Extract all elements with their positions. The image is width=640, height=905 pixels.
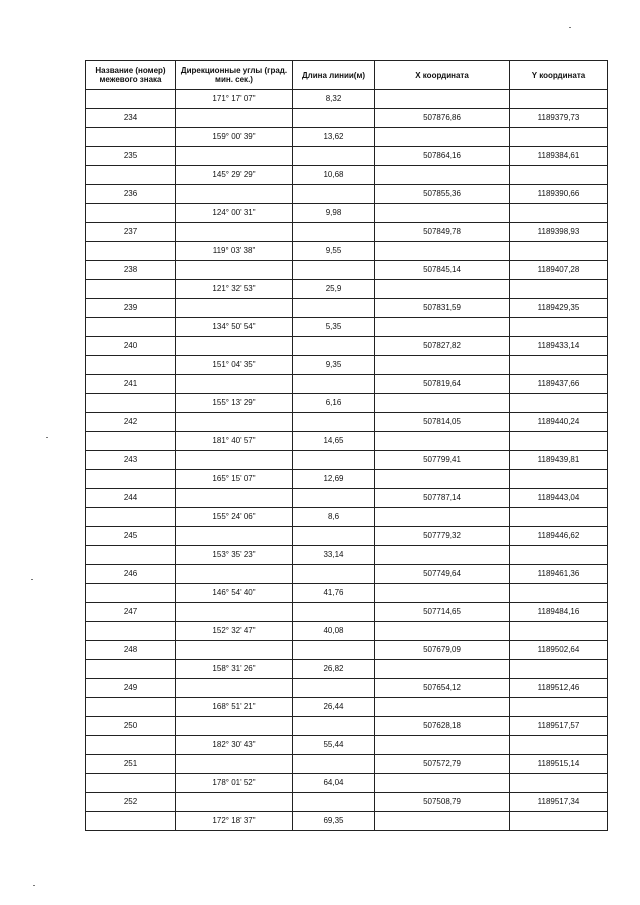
cell-name: 244: [86, 489, 176, 508]
cell-x: 507849,78: [375, 223, 510, 242]
cell-x: [375, 774, 510, 793]
cell-y: [510, 508, 608, 527]
cell-y: 1189446,62: [510, 527, 608, 546]
cell-length: [293, 451, 375, 470]
cell-y: [510, 166, 608, 185]
cell-length: 14,65: [293, 432, 375, 451]
cell-name: 236: [86, 185, 176, 204]
cell-length: [293, 375, 375, 394]
table-row: [86, 261, 608, 280]
cell-angle: 168° 51' 21": [176, 698, 293, 717]
cell-x: [375, 508, 510, 527]
cell-y: [510, 280, 608, 299]
cell-angle: [176, 451, 293, 470]
cell-name: [86, 812, 176, 831]
table-row: [86, 242, 608, 261]
table-row: [86, 413, 608, 432]
cell-y: [510, 356, 608, 375]
cell-x: 507654,12: [375, 679, 510, 698]
cell-angle: 121° 32' 53": [176, 280, 293, 299]
cell-x: [375, 432, 510, 451]
cell-y: [510, 622, 608, 641]
table-row: [86, 394, 608, 413]
cell-angle: 182° 30' 43": [176, 736, 293, 755]
table-row: [86, 280, 608, 299]
cell-name: [86, 356, 176, 375]
cell-angle: [176, 109, 293, 128]
cell-x: [375, 698, 510, 717]
cell-length: [293, 565, 375, 584]
scan-speck: [569, 27, 571, 28]
cell-length: 9,98: [293, 204, 375, 223]
table-row: [86, 470, 608, 489]
cell-length: 10,68: [293, 166, 375, 185]
table-row: [86, 660, 608, 679]
cell-angle: 155° 24' 06": [176, 508, 293, 527]
cell-y: 1189429,35: [510, 299, 608, 318]
table-row: [86, 90, 608, 109]
cell-x: 507845,14: [375, 261, 510, 280]
cell-length: 25,9: [293, 280, 375, 299]
scan-speck: [33, 885, 35, 886]
cell-length: 40,08: [293, 622, 375, 641]
cell-angle: [176, 527, 293, 546]
cell-length: 64,04: [293, 774, 375, 793]
cell-angle: [176, 147, 293, 166]
cell-y: 1189502,64: [510, 641, 608, 660]
table-row: [86, 356, 608, 375]
table-row: [86, 641, 608, 660]
cell-angle: [176, 261, 293, 280]
cell-x: 507855,36: [375, 185, 510, 204]
cell-x: [375, 204, 510, 223]
cell-y: [510, 736, 608, 755]
cell-name: 240: [86, 337, 176, 356]
cell-x: 507508,79: [375, 793, 510, 812]
table-row: [86, 717, 608, 736]
table-row: [86, 185, 608, 204]
cell-name: [86, 90, 176, 109]
cell-name: 238: [86, 261, 176, 280]
cell-x: [375, 660, 510, 679]
cell-length: 26,82: [293, 660, 375, 679]
cell-y: [510, 546, 608, 565]
cell-length: 6,16: [293, 394, 375, 413]
cell-name: [86, 280, 176, 299]
cell-angle: 165° 15' 07": [176, 470, 293, 489]
cell-y: 1189515,14: [510, 755, 608, 774]
cell-name: [86, 318, 176, 337]
cell-y: 1189512,46: [510, 679, 608, 698]
cell-name: 241: [86, 375, 176, 394]
cell-angle: 178° 01' 52": [176, 774, 293, 793]
table-row: [86, 527, 608, 546]
table-row: [86, 736, 608, 755]
cell-y: [510, 660, 608, 679]
cell-x: [375, 90, 510, 109]
cell-x: [375, 622, 510, 641]
cell-angle: 158° 31' 26": [176, 660, 293, 679]
cell-x: 507714,65: [375, 603, 510, 622]
table-row: [86, 166, 608, 185]
table-row: [86, 508, 608, 527]
cell-name: 250: [86, 717, 176, 736]
cell-angle: [176, 489, 293, 508]
cell-y: [510, 470, 608, 489]
table-row: [86, 546, 608, 565]
cell-x: [375, 318, 510, 337]
cell-angle: [176, 679, 293, 698]
cell-x: 507749,64: [375, 565, 510, 584]
cell-y: 1189437,66: [510, 375, 608, 394]
cell-x: 507679,09: [375, 641, 510, 660]
cell-angle: 155° 13' 29": [176, 394, 293, 413]
table-header-row: [86, 61, 608, 90]
cell-angle: 124° 00' 31": [176, 204, 293, 223]
cell-name: [86, 204, 176, 223]
cell-length: 33,14: [293, 546, 375, 565]
cell-name: [86, 508, 176, 527]
cell-angle: 151° 04' 35": [176, 356, 293, 375]
cell-length: [293, 755, 375, 774]
cell-length: 8,32: [293, 90, 375, 109]
cell-x: 507628,18: [375, 717, 510, 736]
cell-name: [86, 622, 176, 641]
cell-length: 5,35: [293, 318, 375, 337]
cell-angle: 145° 29' 29": [176, 166, 293, 185]
cell-x: [375, 470, 510, 489]
cell-length: 69,35: [293, 812, 375, 831]
cell-length: [293, 679, 375, 698]
cell-y: 1189517,57: [510, 717, 608, 736]
cell-name: 243: [86, 451, 176, 470]
cell-angle: [176, 641, 293, 660]
table-row: [86, 698, 608, 717]
cell-name: 249: [86, 679, 176, 698]
cell-name: 239: [86, 299, 176, 318]
table-row: [86, 603, 608, 622]
cell-length: 8,6: [293, 508, 375, 527]
header-length: Длина линии(м): [293, 61, 375, 90]
cell-angle: 134° 50' 54": [176, 318, 293, 337]
cell-length: [293, 185, 375, 204]
cell-length: [293, 603, 375, 622]
cell-y: 1189443,04: [510, 489, 608, 508]
cell-name: [86, 736, 176, 755]
table-row: [86, 793, 608, 812]
cell-angle: [176, 793, 293, 812]
cell-name: [86, 660, 176, 679]
cell-x: [375, 736, 510, 755]
scan-speck: [46, 437, 48, 438]
table-row: [86, 774, 608, 793]
table-row: [86, 432, 608, 451]
cell-length: [293, 717, 375, 736]
table-row: [86, 109, 608, 128]
cell-angle: 181° 40' 57": [176, 432, 293, 451]
cell-name: 248: [86, 641, 176, 660]
cell-y: [510, 812, 608, 831]
cell-angle: [176, 299, 293, 318]
cell-x: [375, 394, 510, 413]
cell-name: [86, 128, 176, 147]
cell-angle: 152° 32' 47": [176, 622, 293, 641]
cell-y: 1189379,73: [510, 109, 608, 128]
table-row: [86, 489, 608, 508]
cell-angle: [176, 565, 293, 584]
cell-name: [86, 432, 176, 451]
table-row: [86, 375, 608, 394]
cell-name: 245: [86, 527, 176, 546]
cell-length: 41,76: [293, 584, 375, 603]
table-row: [86, 679, 608, 698]
cell-length: 13,62: [293, 128, 375, 147]
cell-name: 242: [86, 413, 176, 432]
cell-x: [375, 166, 510, 185]
cell-length: [293, 109, 375, 128]
table-row: [86, 299, 608, 318]
cell-y: [510, 432, 608, 451]
cell-angle: 172° 18' 37": [176, 812, 293, 831]
cell-y: [510, 698, 608, 717]
table-row: [86, 337, 608, 356]
cell-x: 507572,79: [375, 755, 510, 774]
cell-y: 1189407,28: [510, 261, 608, 280]
cell-angle: [176, 185, 293, 204]
cell-name: [86, 470, 176, 489]
table-row: [86, 128, 608, 147]
cell-name: [86, 546, 176, 565]
table-body: [86, 90, 608, 831]
cell-name: 234: [86, 109, 176, 128]
cell-length: [293, 147, 375, 166]
table-row: [86, 223, 608, 242]
cell-angle: [176, 413, 293, 432]
cell-length: [293, 793, 375, 812]
cell-x: 507876,86: [375, 109, 510, 128]
cell-y: [510, 242, 608, 261]
cell-name: 251: [86, 755, 176, 774]
cell-name: 247: [86, 603, 176, 622]
table-row: [86, 318, 608, 337]
cell-y: 1189398,93: [510, 223, 608, 242]
cell-y: 1189484,16: [510, 603, 608, 622]
cell-x: [375, 812, 510, 831]
cell-angle: [176, 223, 293, 242]
table-row: [86, 584, 608, 603]
cell-x: 507814,05: [375, 413, 510, 432]
cell-name: [86, 242, 176, 261]
cell-angle: 171° 17' 07": [176, 90, 293, 109]
cell-name: [86, 584, 176, 603]
cell-length: 12,69: [293, 470, 375, 489]
cell-length: [293, 223, 375, 242]
cell-x: [375, 242, 510, 261]
cell-name: 252: [86, 793, 176, 812]
cell-y: 1189461,36: [510, 565, 608, 584]
header-y: Y координата: [510, 61, 608, 90]
cell-name: 235: [86, 147, 176, 166]
cell-y: [510, 128, 608, 147]
cell-y: 1189517,34: [510, 793, 608, 812]
cell-length: [293, 337, 375, 356]
cell-y: 1189384,61: [510, 147, 608, 166]
cell-name: [86, 394, 176, 413]
cell-y: [510, 394, 608, 413]
boundary-coordinates-table: [85, 60, 608, 831]
cell-name: [86, 166, 176, 185]
cell-angle: [176, 375, 293, 394]
cell-angle: 146° 54' 40": [176, 584, 293, 603]
header-angles: Дирекционные углы (град. мин. сек.): [176, 61, 293, 90]
table-row: [86, 451, 608, 470]
cell-length: 9,35: [293, 356, 375, 375]
cell-x: [375, 128, 510, 147]
cell-name: [86, 774, 176, 793]
table-row: [86, 812, 608, 831]
cell-angle: [176, 755, 293, 774]
cell-x: 507819,64: [375, 375, 510, 394]
cell-y: [510, 90, 608, 109]
cell-x: 507864,16: [375, 147, 510, 166]
cell-length: [293, 527, 375, 546]
cell-x: 507831,59: [375, 299, 510, 318]
cell-name: 237: [86, 223, 176, 242]
cell-length: [293, 261, 375, 280]
header-x: X координата: [375, 61, 510, 90]
cell-y: [510, 774, 608, 793]
cell-y: [510, 584, 608, 603]
cell-y: 1189439,81: [510, 451, 608, 470]
table-row: [86, 622, 608, 641]
cell-length: [293, 641, 375, 660]
cell-y: [510, 318, 608, 337]
cell-y: [510, 204, 608, 223]
cell-angle: 159° 00' 39": [176, 128, 293, 147]
cell-name: [86, 698, 176, 717]
cell-length: [293, 489, 375, 508]
cell-length: [293, 413, 375, 432]
table-row: [86, 755, 608, 774]
cell-angle: [176, 603, 293, 622]
cell-y: 1189440,24: [510, 413, 608, 432]
cell-x: [375, 280, 510, 299]
cell-x: 507827,82: [375, 337, 510, 356]
cell-y: 1189390,66: [510, 185, 608, 204]
cell-x: 507787,14: [375, 489, 510, 508]
table-row: [86, 147, 608, 166]
cell-angle: [176, 717, 293, 736]
table-row: [86, 204, 608, 223]
cell-length: 9,55: [293, 242, 375, 261]
cell-angle: 119° 03' 38": [176, 242, 293, 261]
scan-speck: [31, 579, 33, 580]
cell-angle: [176, 337, 293, 356]
cell-x: [375, 356, 510, 375]
header-name: Название (номер) межевого знака: [86, 61, 176, 90]
cell-x: [375, 546, 510, 565]
cell-x: 507799,41: [375, 451, 510, 470]
cell-length: 55,44: [293, 736, 375, 755]
table-row: [86, 565, 608, 584]
cell-angle: 153° 35' 23": [176, 546, 293, 565]
cell-y: 1189433,14: [510, 337, 608, 356]
cell-x: [375, 584, 510, 603]
cell-name: 246: [86, 565, 176, 584]
cell-length: [293, 299, 375, 318]
cell-length: 26,44: [293, 698, 375, 717]
cell-x: 507779,32: [375, 527, 510, 546]
